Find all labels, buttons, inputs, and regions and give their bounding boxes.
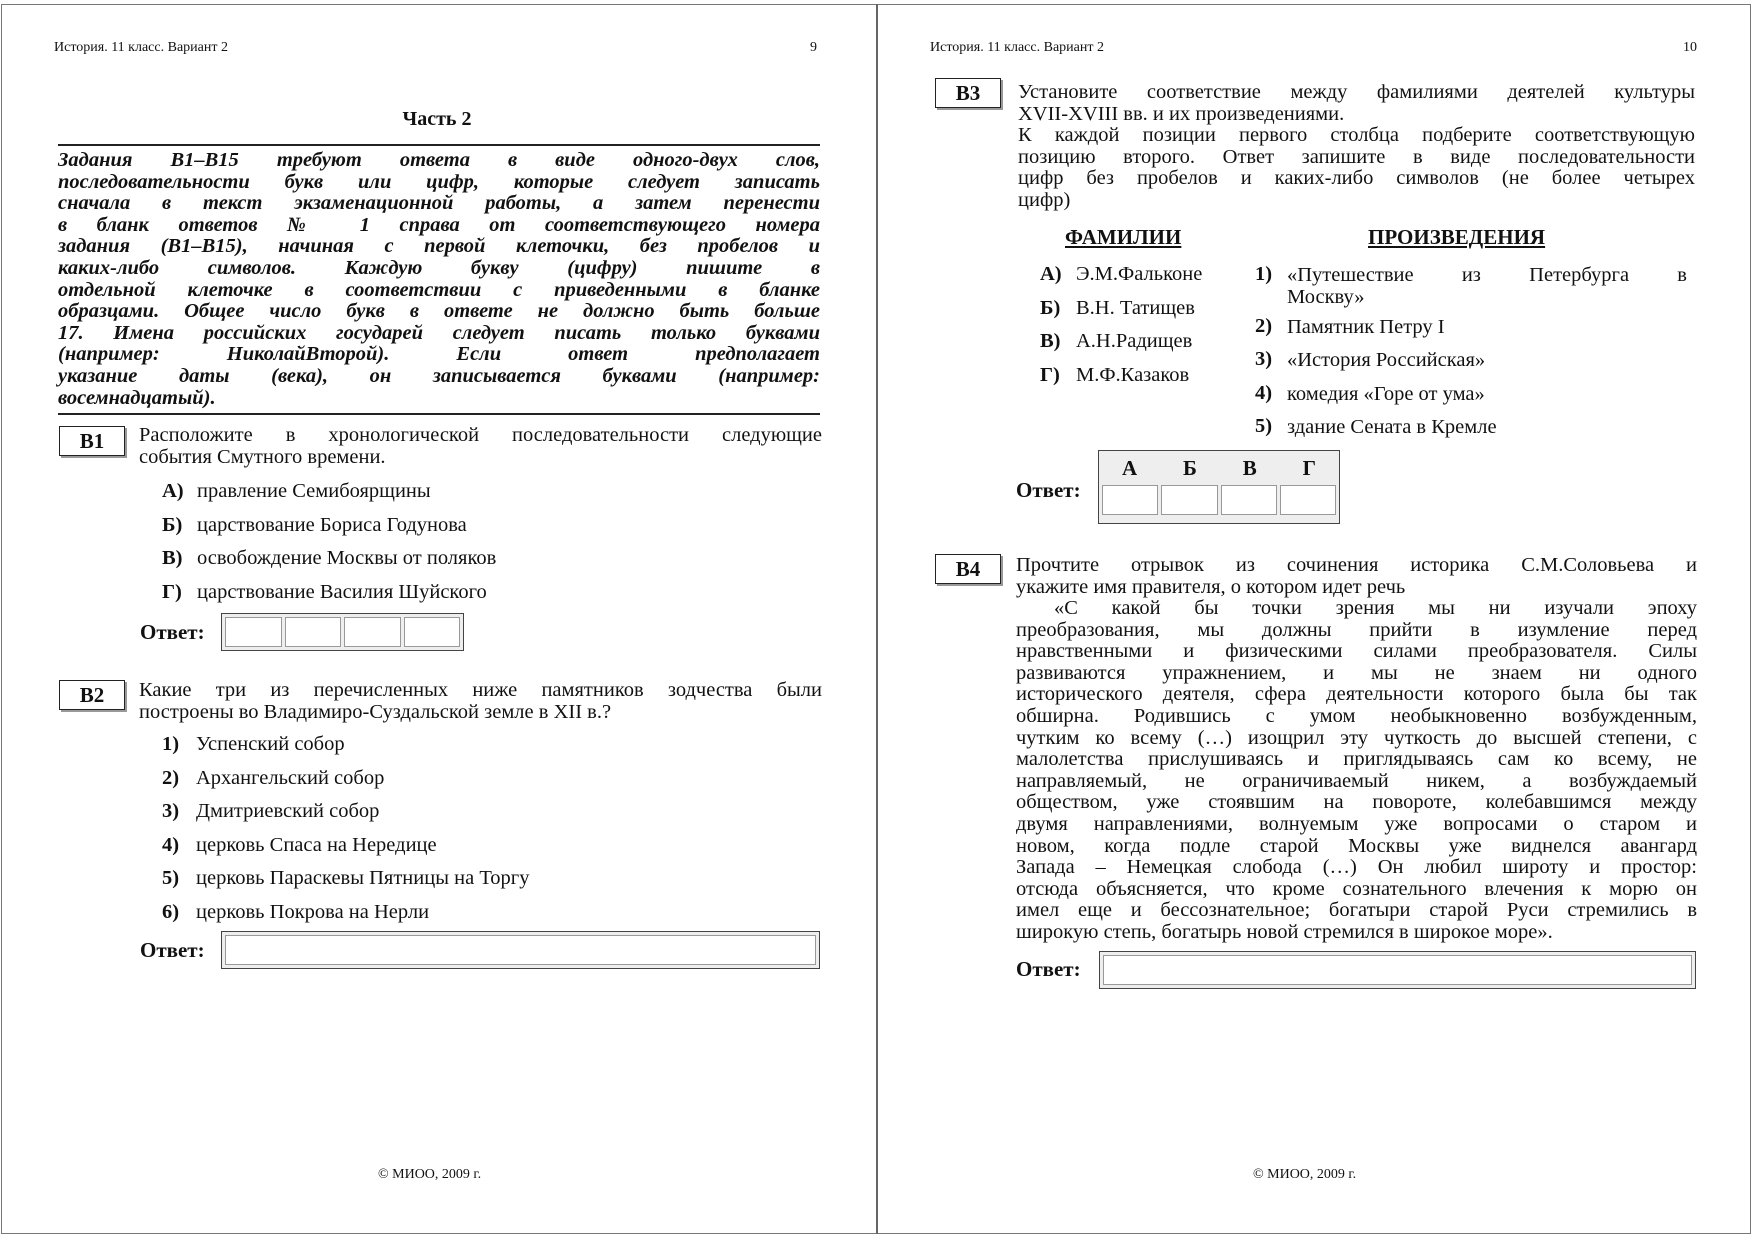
answer-cell[interactable] <box>404 617 461 647</box>
text-line: К каждой позиции первого столбца подберите соответствующую <box>1018 124 1695 147</box>
option-marker: 5) <box>162 867 180 890</box>
option-item <box>162 767 384 790</box>
b3-answer-table <box>1098 450 1340 524</box>
text-line: «История Российская» <box>1287 349 1486 371</box>
text-line: Москву» <box>1287 285 1365 308</box>
text-line: отдельной клеточке в соответствии с приведенными в бланке <box>58 278 820 301</box>
option-text: церковь Спаса на Нередице <box>196 833 437 856</box>
text-line: двумя направлениями, волнуемым уже вопросами о старом и <box>1016 812 1697 835</box>
option-item <box>162 547 496 570</box>
option-item <box>1040 297 1195 320</box>
work-text <box>1287 384 1687 406</box>
text-line: цифр) <box>1018 188 1071 211</box>
page-footer: © МИОО, 2009 г. <box>1253 1167 1357 1182</box>
option-marker: 2) <box>162 766 180 789</box>
option-item <box>162 867 529 890</box>
option-item <box>1040 330 1192 353</box>
b4-answer-input[interactable] <box>1099 951 1696 989</box>
work-text <box>1287 265 1687 308</box>
work-marker: 2) <box>1255 315 1273 337</box>
option-item <box>162 901 429 924</box>
option-item <box>162 800 379 823</box>
answer-cell[interactable] <box>225 935 816 965</box>
work-text <box>1287 317 1687 339</box>
text-line: Установите соответствие между фамилиями деятелей культуры <box>1018 81 1695 103</box>
option-marker: 6) <box>162 901 180 923</box>
b4-quote <box>1016 598 1697 944</box>
text-line: сначала в текст экзаменационной работы, а затем перенести <box>58 192 820 215</box>
text-line: комедия «Горе от ума» <box>1287 383 1485 405</box>
text-line: «Путешествие из Петербурга в <box>1287 264 1687 286</box>
option-marker: Г) <box>162 580 182 603</box>
b2-answer-input[interactable] <box>221 931 820 969</box>
answer-cell[interactable] <box>285 617 342 647</box>
answer-cell[interactable] <box>1221 485 1277 515</box>
b1-question <box>139 425 822 468</box>
text-line: малолетства прислушиваясь и приглядываясь сам ко всему, не <box>1016 748 1697 771</box>
option-text: Э.М.Фальконе <box>1076 263 1203 285</box>
text-line: отсюда объясняется, что кроме сознательного влечения к морю он <box>1016 877 1697 900</box>
text-line: направляемый, не ограничиваемый никем, а возбуждаемый <box>1016 769 1697 792</box>
option-item <box>162 514 467 537</box>
works-column-header: ПРОИЗВЕДЕНИЯ <box>1368 225 1546 249</box>
answer-column-header: Г <box>1302 455 1317 480</box>
text-line: Задания В1–В15 требуют ответа в виде одного-двух слов, <box>58 149 820 171</box>
text-line: Памятник Петру I <box>1287 316 1445 338</box>
answer-cell[interactable] <box>225 617 282 647</box>
answer-column-header: Б <box>1182 455 1197 480</box>
text-line: имел еще и бессознательное; богатыри старой Руси стремились в <box>1016 899 1697 922</box>
text-line: Расположите в хронологической последовательности следующие <box>139 424 822 446</box>
b4-answer-label: Ответ: <box>1016 957 1081 981</box>
text-line: последовательности букв или цифр, которые следует записать <box>58 170 820 193</box>
text-line: восемнадцатый). <box>58 386 216 409</box>
b1-answer-input[interactable] <box>221 613 464 651</box>
text-line: Запада – Немецкая слобода (…) Он любил широту и простор: <box>1016 856 1697 879</box>
option-item <box>1040 364 1189 387</box>
answer-cell[interactable] <box>1103 955 1692 985</box>
option-text: М.Ф.Казаков <box>1076 363 1190 386</box>
rule-bottom <box>58 413 820 415</box>
text-line: построены во Владимиро-Суздальской земле в XII в.? <box>139 700 612 723</box>
work-marker: 5) <box>1255 415 1273 437</box>
option-item <box>162 834 437 857</box>
work-text <box>1287 417 1687 439</box>
task-label-b4: В4 <box>935 554 1001 584</box>
text-line: цифр без пробелов и каких-либо символов (не более четырех <box>1018 167 1695 190</box>
text-line: обширна. Родившись с умом необыкновенно возбужденным, <box>1016 704 1697 727</box>
text-line: преобразования, мы должны прийти в изумление перед <box>1016 618 1697 641</box>
option-marker: В) <box>162 547 183 570</box>
text-line: указание даты (века), он записывается буквами (например: <box>58 364 820 387</box>
part-title: Часть 2 <box>402 108 472 130</box>
answer-cell[interactable] <box>344 617 401 647</box>
page-header-title: История. 11 класс. Вариант 2 <box>54 40 228 55</box>
text-line: нравственными и физическими силами преобразователя. Силы <box>1016 640 1697 663</box>
option-item <box>162 480 431 503</box>
task-label-b2: В2 <box>59 680 125 710</box>
option-text: церковь Покрова на Нерли <box>196 901 430 923</box>
option-marker: Г) <box>1040 363 1060 386</box>
b3-answer-label: Ответ: <box>1016 478 1081 502</box>
option-marker: А) <box>1040 263 1062 285</box>
text-line: события Смутного времени. <box>139 445 386 468</box>
page-header-title: История. 11 класс. Вариант 2 <box>930 40 1104 55</box>
option-marker: В) <box>1040 330 1061 353</box>
text-line: новом, когда подле старой Москвы уже виднелся авангард <box>1016 834 1697 857</box>
option-text: церковь Параскевы Пятницы на Торгу <box>196 867 530 890</box>
text-line: «С какой бы точки зрения мы ни изучали эпоху <box>1054 597 1697 619</box>
answer-cell[interactable] <box>1102 485 1158 515</box>
b3-question <box>1018 82 1695 212</box>
b2-answer-label: Ответ: <box>140 938 205 962</box>
option-marker: 3) <box>162 800 180 823</box>
text-line: Прочтите отрывок из сочинения историка С.М.Соловьева и <box>1016 554 1697 576</box>
answer-column-header: А <box>1121 455 1138 480</box>
text-line: исторического деятеля, сфера деятельности которого была бы так <box>1016 683 1697 706</box>
text-line: XVII-XVIII вв. и их произведениями. <box>1018 102 1345 125</box>
page-footer: © МИОО, 2009 г. <box>378 1167 482 1182</box>
answer-cell[interactable] <box>1280 485 1336 515</box>
text-line: широкую степь, богатырь новой стремился в широкое море». <box>1016 920 1553 943</box>
text-line: позицию второго. Ответ запишите в виде последовательности <box>1018 145 1695 168</box>
option-text: В.Н. Татищев <box>1076 296 1195 319</box>
rule-top <box>58 144 820 146</box>
page-number: 9 <box>810 40 817 55</box>
text-line: чутким ко всему (…) изощрил эту чуткость до высшей степени, с <box>1016 726 1697 749</box>
text-line: (например: НиколайВторой). Если ответ предполагает <box>58 343 820 366</box>
text-line: здание Сената в Кремле <box>1287 416 1497 438</box>
option-item <box>162 733 345 756</box>
option-item <box>1040 263 1202 286</box>
option-marker: А) <box>162 480 184 502</box>
option-text: Архангельский собор <box>196 766 385 789</box>
option-text: царствование Василия Шуйского <box>197 580 487 603</box>
b1-answer-label: Ответ: <box>140 620 205 644</box>
option-text: Дмитриевский собор <box>196 800 380 823</box>
option-item <box>162 581 487 604</box>
option-text: Успенский собор <box>196 733 345 755</box>
text-line: каких-либо символов. Каждую букву (цифру) пишите в <box>58 256 820 279</box>
text-line: обществом, уже стоявшим на повороте, колебавшимся между <box>1016 791 1697 814</box>
option-text: царствование Бориса Годунова <box>197 513 467 536</box>
work-marker: 3) <box>1255 348 1273 370</box>
answer-cell[interactable] <box>1161 485 1217 515</box>
instructions <box>58 150 820 409</box>
work-marker: 4) <box>1255 382 1273 404</box>
b4-question <box>1016 555 1697 598</box>
option-marker: Б) <box>1040 296 1061 319</box>
answer-column-header: В <box>1242 455 1257 480</box>
b2-question <box>139 680 822 723</box>
work-text <box>1287 350 1687 372</box>
task-label-b1: В1 <box>59 426 125 456</box>
text-line: укажите имя правителя, о котором идет речь <box>1016 575 1406 598</box>
text-line: 17. Имена российских государей следует писать только буквами <box>58 321 820 344</box>
text-line: в бланк ответов № 1 справа от соответствующего номера <box>58 213 820 236</box>
page-divider <box>876 4 878 1234</box>
answer-column-headers <box>1099 451 1339 485</box>
names-column-header: ФАМИЛИИ <box>1065 225 1182 249</box>
text-line: развиваются упражнением, и мы не знаем ни одного <box>1016 661 1697 684</box>
work-marker: 1) <box>1255 263 1273 285</box>
option-text: А.Н.Радищев <box>1076 330 1193 353</box>
option-text: освобождение Москвы от поляков <box>197 547 497 570</box>
text-line: Какие три из перечисленных ниже памятников зодчества были <box>139 679 822 701</box>
text-line: задания (В1–В15), начиная с первой клеточки, без пробелов и <box>58 235 820 258</box>
page-number: 10 <box>1683 40 1697 55</box>
option-marker: 1) <box>162 733 180 755</box>
option-text: правление Семибоярщины <box>197 480 431 502</box>
task-label-b3: В3 <box>935 78 1001 108</box>
option-marker: 4) <box>162 833 180 856</box>
option-marker: Б) <box>162 513 183 536</box>
text-line: образцами. Общее число букв в ответе не должно быть больше <box>58 300 820 323</box>
